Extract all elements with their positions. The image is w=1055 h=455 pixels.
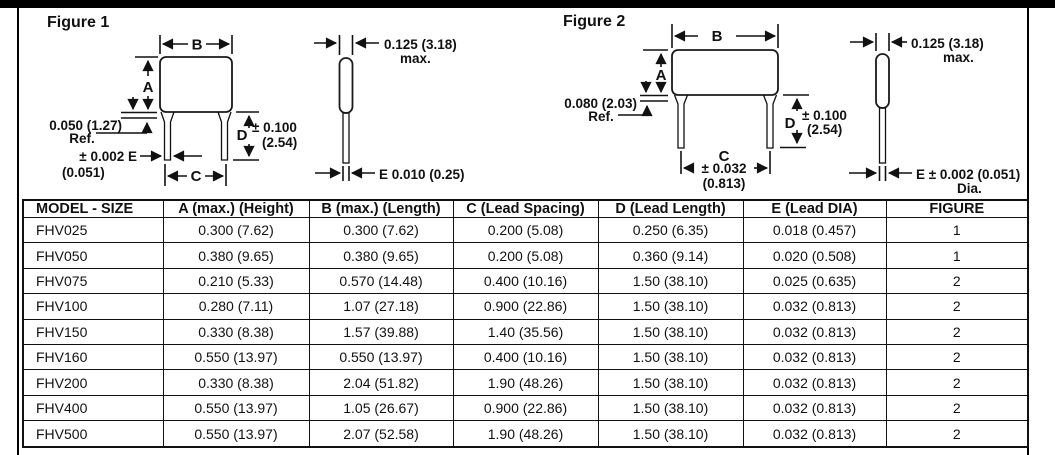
value-cell: 0.200 (5.08) (453, 218, 598, 243)
dim-e-label: ± 0.002 E (79, 149, 137, 164)
lead-left (161, 112, 174, 160)
table-row (23, 345, 1028, 370)
value-cell: 2 (886, 294, 1028, 319)
value-cell: 1 (886, 243, 1028, 268)
model-cell: FHV100 (23, 294, 163, 319)
value-cell: 1.40 (35.56) (453, 319, 598, 344)
model-cell: FHV200 (23, 370, 163, 395)
dimensions-table-wrapper (22, 199, 1029, 448)
lead-right (764, 95, 777, 148)
figures-diagram (0, 0, 1055, 198)
value-cell: 0.018 (0.457) (743, 218, 886, 243)
table-row (23, 268, 1028, 293)
model-cell: FHV025 (23, 218, 163, 243)
value-cell: 2 (886, 395, 1028, 420)
value-cell: 0.570 (14.48) (309, 268, 453, 293)
value-cell: 0.360 (9.14) (598, 243, 743, 268)
value-cell: 1 (886, 218, 1028, 243)
value-cell: 0.300 (7.62) (309, 218, 453, 243)
dim-e-mm-label: (0.051) (62, 165, 105, 180)
figure1-side-view (314, 35, 465, 182)
dim-c-label: C (190, 168, 202, 185)
table-body (23, 218, 1028, 448)
model-cell: FHV150 (23, 319, 163, 344)
value-cell: 0.032 (0.813) (743, 370, 886, 395)
dim-c-label: C (718, 148, 730, 165)
table-row (23, 370, 1028, 395)
value-cell: 0.400 (10.16) (453, 345, 598, 370)
dim-d-tol-label: ± 0.100 (802, 108, 847, 123)
value-cell: 1.50 (38.10) (598, 319, 743, 344)
lead-dia-label: E ± 0.002 (0.051) (916, 167, 1021, 182)
component-body (160, 57, 232, 112)
figure2-side-view (849, 33, 1020, 196)
table-row (23, 243, 1028, 268)
model-cell: FHV075 (23, 268, 163, 293)
ref-value-label: 0.080 (2.03) (564, 96, 637, 111)
dim-d-label: D (236, 127, 248, 144)
dim-d-mm-label: (2.54) (807, 122, 843, 137)
value-cell: 0.032 (0.813) (743, 421, 886, 447)
lead-left (675, 95, 688, 148)
value-cell: 2.04 (51.82) (309, 370, 453, 395)
col-header-b-length: B (max.) (Length) (309, 200, 453, 218)
model-cell: FHV160 (23, 345, 163, 370)
figure1-front-view (49, 35, 297, 186)
table-row (23, 294, 1028, 319)
value-cell: 2 (886, 319, 1028, 344)
value-cell: 0.250 (6.35) (598, 218, 743, 243)
col-header-c-lead-spacing: C (Lead Spacing) (453, 200, 598, 218)
dimensions-table (22, 199, 1029, 448)
value-cell: 1.90 (48.26) (453, 370, 598, 395)
lead-width-label: 0.125 (3.18) (384, 37, 457, 52)
component-body (672, 50, 778, 95)
value-cell: 0.020 (0.508) (743, 243, 886, 268)
value-cell: 0.210 (5.33) (163, 268, 309, 293)
value-cell: 0.380 (9.65) (309, 243, 453, 268)
col-header-d-lead-length: D (Lead Length) (598, 200, 743, 218)
value-cell: 1.50 (38.10) (598, 268, 743, 293)
value-cell: 0.550 (13.97) (309, 345, 453, 370)
lead-side-wire (343, 113, 349, 163)
value-cell: 1.07 (27.18) (309, 294, 453, 319)
value-cell: 2 (886, 421, 1028, 447)
lead-width-max-label: max. (400, 51, 431, 66)
value-cell: 0.200 (5.08) (453, 243, 598, 268)
value-cell: 0.900 (22.86) (453, 294, 598, 319)
value-cell: 0.900 (22.86) (453, 395, 598, 420)
lead-dia-note-label: Dia. (957, 181, 982, 196)
model-cell: FHV500 (23, 421, 163, 447)
value-cell: 1.50 (38.10) (598, 294, 743, 319)
value-cell: 0.032 (0.813) (743, 319, 886, 344)
value-cell: 0.280 (7.11) (163, 294, 309, 319)
lead-right (218, 112, 231, 160)
value-cell: 2.07 (52.58) (309, 421, 453, 447)
ref-label: Ref. (69, 131, 95, 146)
dim-a-label: A (142, 79, 154, 96)
dim-d-mm-label: (2.54) (262, 135, 298, 150)
table-row (23, 421, 1028, 447)
lead-width-label: 0.125 (3.18) (911, 36, 984, 51)
value-cell: 2 (886, 268, 1028, 293)
figure2-front-view (564, 24, 847, 191)
table-row (23, 395, 1028, 420)
figure1-title: Figure 1 (47, 14, 110, 31)
value-cell: 0.330 (8.38) (163, 319, 309, 344)
lead-side-wire (880, 108, 886, 163)
dim-d-tol-label: ± 0.100 (252, 120, 297, 135)
value-cell: 0.032 (0.813) (743, 294, 886, 319)
dim-b-label: B (711, 28, 723, 45)
col-header-a-height: A (max.) (Height) (163, 200, 309, 218)
value-cell: 0.300 (7.62) (163, 218, 309, 243)
lead-width-max-label: max. (943, 50, 974, 65)
figure2-title: Figure 2 (563, 13, 626, 30)
figure1-diagram (47, 14, 465, 186)
ref-label: Ref. (588, 109, 614, 124)
value-cell: 0.032 (0.813) (743, 395, 886, 420)
col-header-e-lead-dia: E (Lead DIA) (743, 200, 886, 218)
value-cell: 1.50 (38.10) (598, 370, 743, 395)
value-cell: 0.550 (13.97) (163, 395, 309, 420)
value-cell: 1.50 (38.10) (598, 421, 743, 447)
value-cell: 0.330 (8.38) (163, 370, 309, 395)
lead-side-body (876, 54, 889, 108)
table-row (23, 218, 1028, 243)
model-cell: FHV400 (23, 395, 163, 420)
value-cell: 1.57 (39.88) (309, 319, 453, 344)
value-cell: 1.50 (38.10) (598, 345, 743, 370)
col-header-figure: FIGURE (886, 200, 1028, 218)
model-cell: FHV050 (23, 243, 163, 268)
value-cell: 2 (886, 370, 1028, 395)
value-cell: 0.032 (0.813) (743, 345, 886, 370)
lead-side-body (340, 58, 353, 113)
value-cell: 0.550 (13.97) (163, 345, 309, 370)
dim-a-label: A (655, 67, 667, 84)
value-cell: 1.05 (26.67) (309, 395, 453, 420)
table-row (23, 319, 1028, 344)
dim-d-label: D (784, 115, 796, 132)
value-cell: 2 (886, 345, 1028, 370)
value-cell: 0.400 (10.16) (453, 268, 598, 293)
col-header-model-size: MODEL - SIZE (23, 200, 163, 218)
value-cell: 1.50 (38.10) (598, 395, 743, 420)
ref-value-label: 0.050 (1.27) (49, 118, 122, 133)
figure2-diagram (563, 13, 1020, 196)
value-cell: 0.550 (13.97) (163, 421, 309, 447)
value-cell: 0.380 (9.65) (163, 243, 309, 268)
dim-c-mm-label: (0.813) (702, 176, 746, 191)
dim-b-label: B (191, 36, 203, 54)
value-cell: 1.90 (48.26) (453, 421, 598, 447)
table-header-row (23, 200, 1028, 218)
value-cell: 0.025 (0.635) (743, 268, 886, 293)
lead-dia-label: E 0.010 (0.25) (379, 167, 465, 182)
dim-c-tol-label: ± 0.032 (701, 161, 747, 176)
